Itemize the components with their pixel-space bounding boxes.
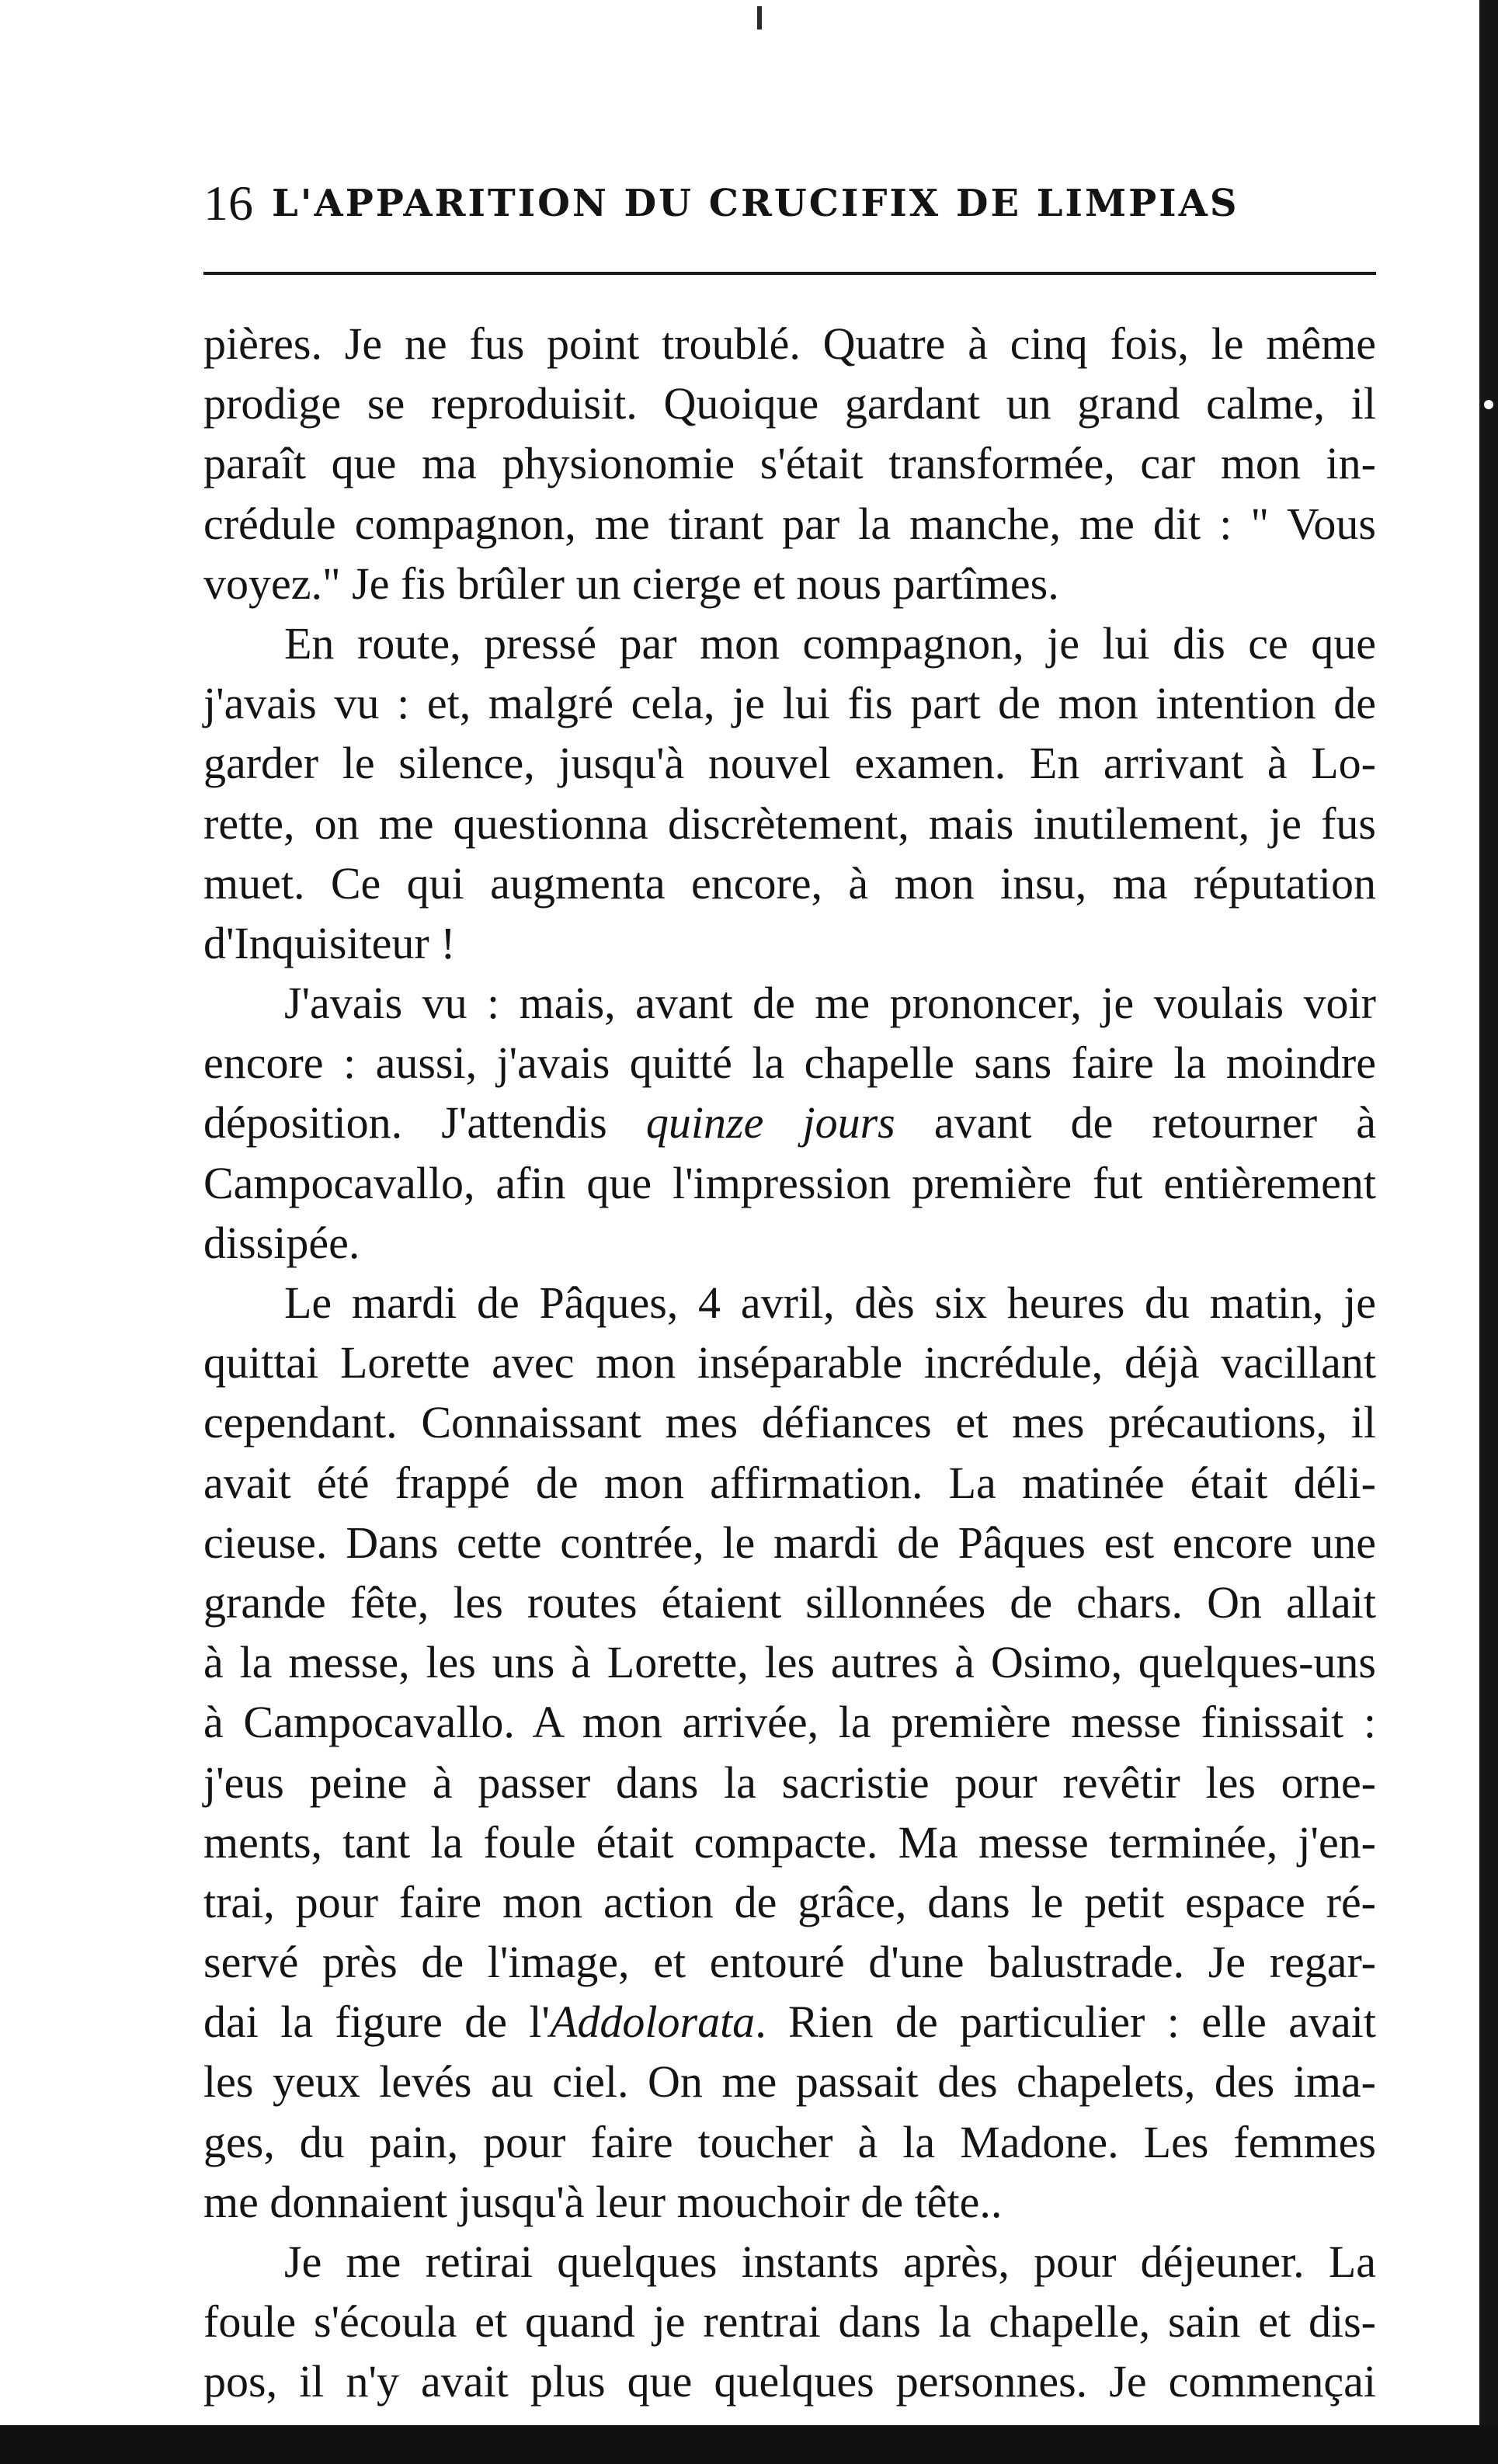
text-line: servé près de l'image, et entouré d'une balustrade. Je regar- xyxy=(203,1937,1376,1988)
text-line: Le mardi de Pâques, 4 avril, dès six heures du matin, je xyxy=(284,1277,1376,1328)
text-line: paraît que ma physionomie s'était transformée, car mon in- xyxy=(203,438,1376,489)
text-line: muet. Ce qui augmenta encore, à mon insu, ma réputation xyxy=(203,857,1376,909)
text-line: dai la figure de l'Addolorata. Rien de particulier : elle avait xyxy=(203,1997,1376,2048)
text-line: d'Inquisiteur ! xyxy=(203,917,456,968)
text-line: encore : aussi, j'avais quitté la chapelle sans faire la moindre xyxy=(203,1037,1376,1089)
text-line: quittai Lorette avec mon inséparable incrédule, déjà vacillant xyxy=(203,1337,1376,1388)
text-line: trai, pour faire mon action de grâce, dans le petit espace ré- xyxy=(203,1876,1376,1927)
page-header xyxy=(203,172,1376,235)
text-line: dissipée. xyxy=(203,1217,360,1268)
text-line: voyez." Je fis brûler un cierge et nous partîmes. xyxy=(203,558,1059,609)
text-line: garder le silence, jusqu'à nouvel examen. En arrivant à Lo- xyxy=(203,738,1376,789)
text-line: pières. Je ne fus point troublé. Quatre à cinq fois, le même xyxy=(203,318,1376,369)
page-body xyxy=(203,314,1376,2412)
text-line: cieuse. Dans cette contrée, le mardi de Pâques est encore une xyxy=(203,1517,1376,1568)
scan-edge-mark xyxy=(1484,400,1493,409)
text-line: foule s'écoula et quand je rentrai dans la chapelle, sain et dis- xyxy=(203,2296,1376,2348)
text-line: j'avais vu : et, malgré cela, je lui fis part de mon intention de xyxy=(203,678,1376,729)
italic-text: Addolorata xyxy=(549,1997,756,2048)
text-line: cependant. Connaissant mes défiances et mes précautions, il xyxy=(203,1397,1376,1448)
text-line: crédule compagnon, me tirant par la manche, me dit : " Vous xyxy=(203,498,1376,549)
text-line: ges, du pain, pour faire toucher à la Madone. Les femmes xyxy=(203,2116,1376,2167)
text-line: les yeux levés au ciel. On me passait des chapelets, des ima- xyxy=(203,2056,1376,2108)
text-line: me donnaient jusqu'à leur mouchoir de tête.. xyxy=(203,2176,1003,2227)
text-line: J'avais vu : mais, avant de me prononcer, je voulais voir xyxy=(284,978,1376,1029)
scan-edge-bottom xyxy=(0,2425,1498,2464)
text-line: avait été frappé de mon affirmation. La matinée était déli- xyxy=(203,1457,1376,1508)
italic-text: quinze jours xyxy=(645,1097,895,1149)
text-line: prodige se reproduisit. Quoique gardant un grand calme, il xyxy=(203,378,1376,429)
scan-speck xyxy=(757,6,762,30)
text-line: pos, il n'y avait plus que quelques personnes. Je commençai xyxy=(203,2356,1376,2407)
running-head: L'APPARITION DU CRUCIFIX DE LIMPIAS xyxy=(272,182,1239,225)
text-line: déposition. J'attendis quinze jours avant de retourner à xyxy=(203,1097,1376,1149)
scan-edge-right xyxy=(1479,0,1498,2464)
text-line: ments, tant la foule était compacte. Ma messe terminée, j'en- xyxy=(203,1816,1376,1868)
text-line: rette, on me questionna discrètement, mais inutilement, je fus xyxy=(203,798,1376,849)
text-line: Campocavallo, afin que l'impression première fut entièrement xyxy=(203,1157,1376,1208)
page-number: 16 xyxy=(203,176,253,231)
text-line: En route, pressé par mon compagnon, je lui dis ce que xyxy=(284,617,1376,669)
text-line: à la messe, les uns à Lorette, les autres à Osimo, quelques-uns xyxy=(203,1637,1376,1688)
text-line: Je me retirai quelques instants après, pour déjeuner. La xyxy=(284,2236,1376,2287)
text-line: grande fête, les routes étaient sillonnées de chars. On allait xyxy=(203,1576,1376,1628)
text-line: j'eus peine à passer dans la sacristie pour revêtir les orne- xyxy=(203,1757,1376,1808)
header-rule xyxy=(203,272,1376,275)
text-line: à Campocavallo. A mon arrivée, la première messe finissait : xyxy=(203,1697,1376,1748)
